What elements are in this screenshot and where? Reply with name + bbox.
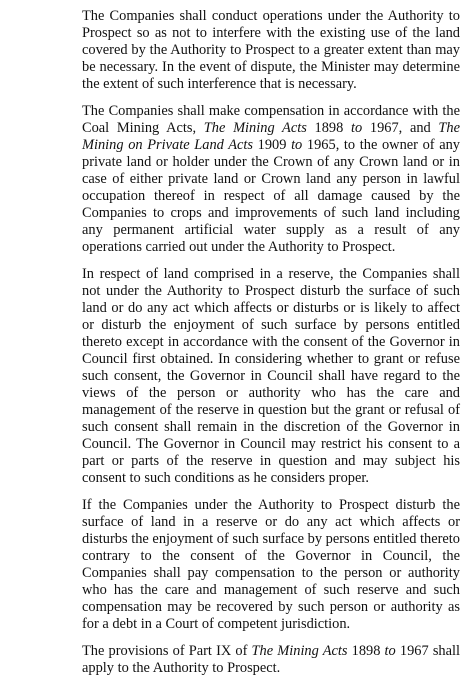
italic-to: to <box>384 643 396 659</box>
text-run: 1898 <box>347 643 385 659</box>
paragraph-interference: The Companies shall conduct operations under the Authority to Prospect so as not to interfere with the existing use of the land covered by the Authority to Prospect to a greater extent than may be necessary. In the event of dispute, the Minister may determine the extent of such interference that is necessary. <box>82 8 460 92</box>
act-title-mining-acts: The Mining Acts <box>251 643 348 659</box>
text-run: The provisions of Part IX of <box>82 643 252 659</box>
paragraph-reserve-consent: In respect of land comprised in a reserve, the Companies shall not under the Authority to Prospect disturb the surface of such land or do any act which affects or disturbs or is likely to affect or disturb the enjoyment of such surface by persons entitled thereto except in accordance with the consent of the Governor in Council first obtained. In considering whether to grant or refuse such consent, the Governor in Council shall have regard to the views of the person or authority who has the care and management of the reserve in question but the grant or refusal of such consent shall remain in the discretion of the Governor in Council. The Governor in Council may restrict his consent to a part or parts of the reserve in question and may subject his consent to such conditions as he considers proper. <box>82 266 460 486</box>
paragraph-compensation <box>82 103 460 256</box>
paragraph-part-ix <box>82 643 460 677</box>
text-run: 1909 <box>253 137 292 153</box>
italic-to: to <box>291 137 303 153</box>
text-run: 1967, and <box>362 120 439 136</box>
act-title-mining-private-land: The Mining on Private Land Acts <box>82 120 460 153</box>
act-title-mining-acts: The Mining Acts <box>203 120 307 136</box>
paragraph-reserve-compensation: If the Companies under the Authority to Prospect disturb the surface of land in a reserve or do any act which affects or disturbs the enjoyment of such surface by persons entitled thereto contrary to the consent of the Governor in Council, the Companies shall pay compensation to the person or authority who has the care and management of such reserve and such compensation may be recovered by such person or authority as for a debt in a Court of competent jurisdiction. <box>82 497 460 632</box>
text-run: 1965, to the owner of any private land or holder under the Crown of any Crown land or in case of either private land or Crown land any person in lawful occupation thereof in respect of all damage caused by the Companies to crops and improvements of such land including any permanent artificial water supply as a result of any operations carried out under the Authority to Prospect. <box>82 137 460 255</box>
text-run: 1898 <box>306 120 351 136</box>
italic-to: to <box>351 120 363 136</box>
text-run: 1967 shall apply to the Authority to Prospect. <box>82 643 460 676</box>
document-page <box>82 8 460 677</box>
text-run: The Companies shall make compensation in accordance with the Coal Mining Acts, <box>82 103 460 136</box>
